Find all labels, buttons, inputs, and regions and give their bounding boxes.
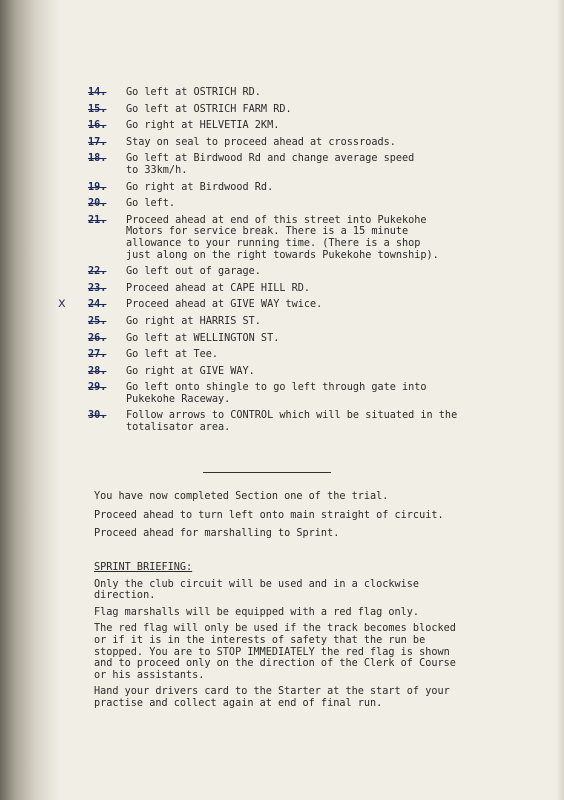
route-step: [88, 333, 528, 345]
route-step: [88, 120, 528, 132]
step-text: Go left at OSTRICH FARM RD.: [126, 103, 292, 115]
briefing-paragraph: Flag marshalls will be equipped with a red flag only.: [94, 606, 420, 618]
route-step: [88, 87, 528, 99]
route-step: [88, 104, 528, 116]
step-text: Go left at OSTRICH RD.: [126, 87, 261, 98]
step-number: 30.: [88, 410, 107, 422]
step-text: Go left at Birdwood Rd and change average speed to 33km/h.: [126, 153, 415, 176]
step-text: Proceed ahead at GIVE WAY twice.: [126, 299, 323, 311]
book-binding-shadow: [0, 0, 60, 800]
route-step: [88, 137, 528, 149]
route-step: [88, 349, 528, 361]
route-step: [88, 316, 528, 328]
step-text: Proceed ahead at CAPE HILL RD.: [126, 282, 311, 294]
step-text: Go right at GIVE WAY.: [126, 365, 255, 377]
handwritten-x-mark: x: [58, 296, 66, 312]
step-number: 14.: [88, 87, 107, 98]
route-step: [88, 153, 528, 176]
step-number: 15.: [88, 103, 107, 115]
step-number: 16.: [88, 120, 107, 132]
step-number: 26.: [88, 332, 107, 344]
step-text: Go right at HARRIS ST.: [126, 315, 261, 327]
briefing-title: SPRINT BRIEFING:: [94, 562, 193, 573]
route-step: [58, 296, 528, 312]
conclusion-line: You have now completed Section one of the trial.: [94, 491, 389, 502]
step-text: Go left.: [126, 198, 176, 210]
sprint-briefing: [94, 562, 534, 715]
page-right-edge: [556, 0, 564, 800]
route-step: [88, 182, 528, 194]
section-divider: [203, 472, 331, 473]
route-step: [88, 215, 528, 261]
step-number: 20.: [88, 198, 107, 210]
route-step: [88, 266, 528, 278]
step-text: Follow arrows to CONTROL which will be situated in the totalisator area.: [126, 410, 458, 434]
briefing-paragraph: The red flag will only be used if the track becomes blocked or if it is in the interests of safety that the run be stopped. You are to STOP IMMEDIATELY the red flag is shown and to proceed only on the direction of the Clerk of Course or his assistants.: [94, 623, 456, 681]
briefing-paragraph: Hand your drivers card to the Starter at the start of your practise and collect again at end of final run.: [94, 686, 450, 709]
step-text: Go left out of garage.: [126, 266, 261, 278]
step-number: 19.: [88, 181, 107, 193]
route-step: [88, 382, 528, 405]
conclusion-line: Proceed ahead to turn left onto main straight of circuit.: [94, 509, 444, 521]
step-number: 24.: [88, 299, 107, 311]
step-text: Go right at HELVETIA 2KM.: [126, 120, 280, 132]
step-text: Go left at Tee.: [126, 349, 219, 361]
step-number: 25.: [88, 315, 107, 327]
route-step: [88, 198, 528, 210]
route-instructions: [58, 87, 528, 439]
step-text: Stay on seal to proceed ahead at crossroads.: [126, 136, 396, 148]
route-step: [88, 283, 528, 295]
step-number: 22.: [88, 266, 107, 278]
step-number: 18.: [88, 153, 107, 165]
step-number: 23.: [88, 282, 107, 294]
step-number: 29.: [88, 382, 107, 394]
briefing-paragraph: Only the club circuit will be used and in a clockwise direction.: [94, 578, 420, 602]
section-conclusion: [94, 491, 534, 547]
step-number: 27.: [88, 349, 107, 361]
step-text: Go left onto shingle to go left through gate into Pukekohe Raceway.: [126, 382, 427, 405]
step-text: Go right at Birdwood Rd.: [126, 181, 274, 193]
step-text: Go left at WELLINGTON ST.: [126, 332, 280, 344]
step-text: Proceed ahead at end of this street into Pukekohe Motors for service break. There is a 15 minute allowance to your running time. (There is a shop just along on the right towards Pukekohe township).: [126, 214, 439, 261]
step-number: 21.: [88, 214, 107, 226]
step-number: 28.: [88, 365, 107, 377]
route-step: [88, 366, 528, 378]
route-step: [88, 410, 528, 433]
step-number: 17.: [88, 136, 107, 148]
conclusion-line: Proceed ahead for marshalling to Sprint.: [94, 528, 340, 540]
